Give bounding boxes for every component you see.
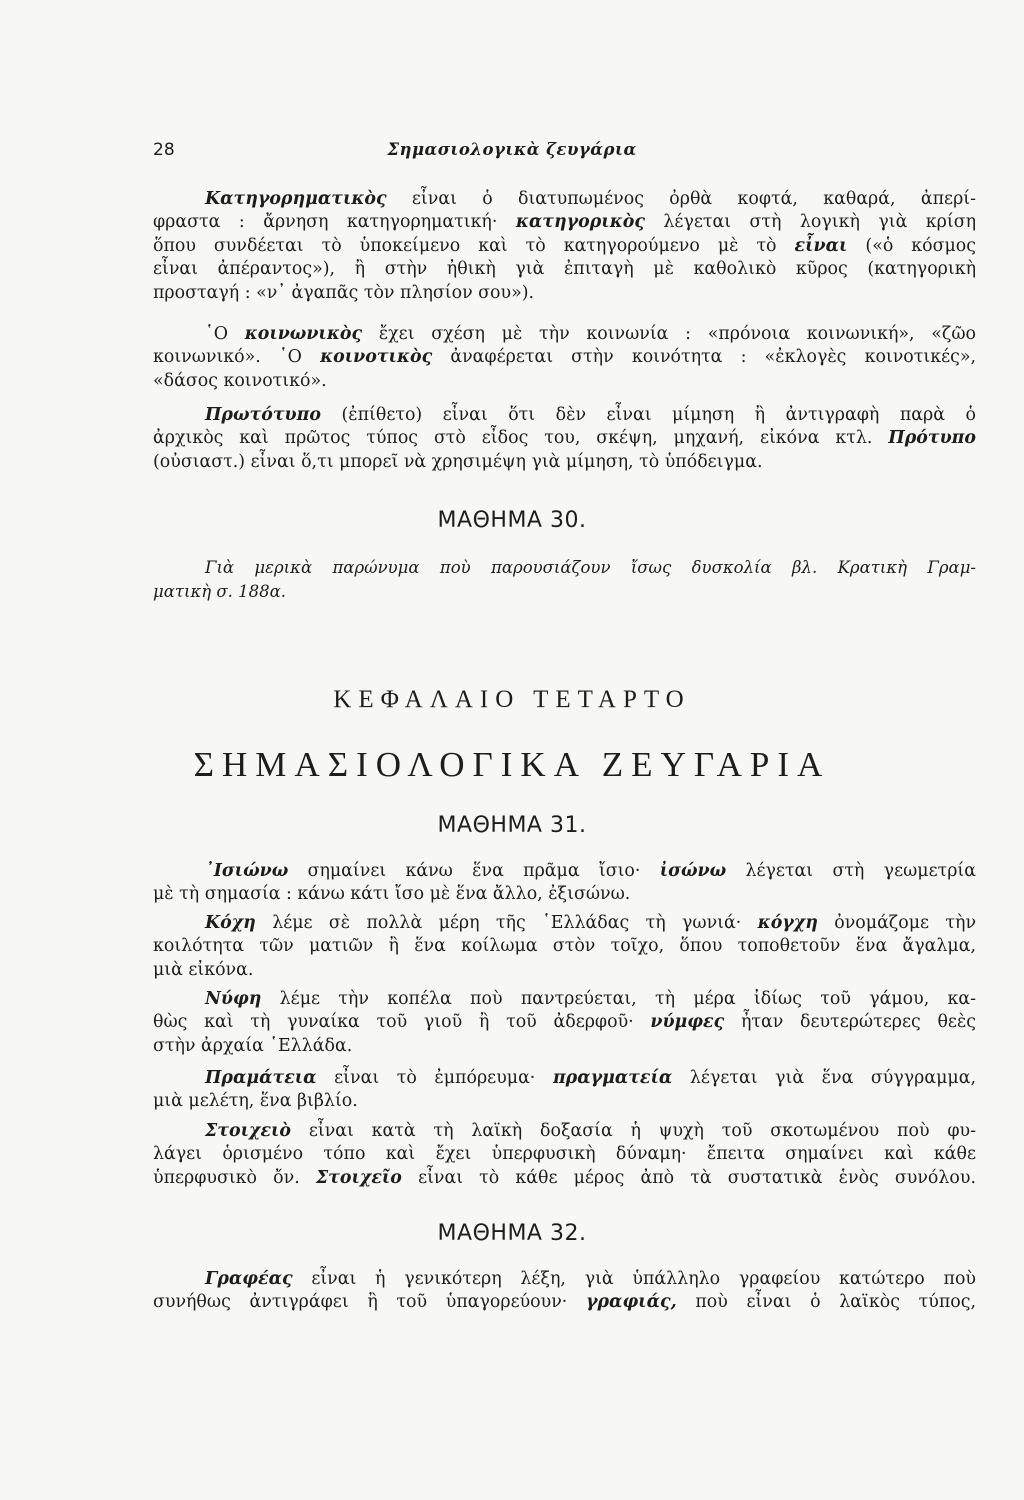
term: Στοιχεῖο	[315, 1167, 402, 1188]
note-paronyma: Γιὰ μερικὰ παρώνυμα ποὺ παρουσιάζουν ἴσως δυσκολία βλ. Κρατικὴ Γραμ- ματικὴ σ. 188α.	[153, 558, 976, 601]
page-number: 28	[153, 140, 175, 160]
term: Πρωτότυπο	[205, 405, 321, 425]
running-title: Σημασιολογικὰ ζευγάρια	[387, 140, 637, 159]
term: γραφιάς,	[586, 1292, 677, 1313]
term: κόγχη	[757, 913, 818, 933]
paragraph-koinonikos: ῾Ο κοινωνικὸς ἔχει σχέση μὲ τὴν κοινωνία : «πρόνοια κοινωνική», «ζῶο κοινωνικό». ῾Ο κοινοτικὸς ἀναφέρεται στὴν κοινότητα : «ἐκλογὲς κοινοτικές», «δάσος κοινοτικό».	[153, 324, 977, 391]
term: ᾿Ισιώνω	[205, 861, 289, 881]
running-head	[0, 140, 1024, 170]
term: Στοιχειὸ	[205, 1121, 292, 1141]
term: νύμφες	[650, 1012, 725, 1033]
paragraph-stoicheio: Στοιχειὸ εἶναι κατὰ τὴ λαϊκὴ δοξασία ἡ ψυχὴ τοῦ σκοτωμένου ποὺ φυ- λάγει ὁρισμένο τόπο καὶ ἔχει ὑπερφυσικὴ δύναμη· ἔπειτα σημαίνει καὶ κάθε ὑπερφυσικὸ ὄν. Στοιχεῖο εἶναι τὸ κάθε μέρος ἀπὸ τὰ συστατικὰ ἑνὸς συνόλου.	[153, 1121, 976, 1188]
term: κοινοτικὸς	[320, 347, 433, 368]
term: Πρότυπο	[888, 428, 976, 449]
term: Γραφέας	[205, 1269, 293, 1289]
lesson-heading-30: ΜΑΘΗΜΑ 30.	[437, 508, 587, 533]
term: κοινωνικὸς	[244, 324, 363, 344]
chapter-title: ΣΗΜΑΣΙΟΛΟΓΙΚΑ ΖΕΥΓΑΡΙΑ	[193, 745, 831, 784]
lesson-heading-32: ΜΑΘΗΜΑ 32.	[437, 1221, 587, 1246]
paragraph-isiono: ᾿Ισιώνω σημαίνει κάνω ἕνα πρᾶμα ἴσιο· ἰσώνω λέγεται στὴ γεωμετρία μὲ τὴ σημασία : κάνω κάτι ἴσο μὲ ἕνα ἄλλο, ἐξισώνω.	[153, 861, 976, 905]
paragraph-grafeas: Γραφέας εἶναι ἡ γενικότερη λέξη, γιὰ ὑπάλληλο γραφείου κατώτερο ποὺ συνήθως ἀντιγράφει ἢ τοῦ ὑπαγορεύουν· γραφιάς, ποὺ εἶναι ὁ λαϊκὸς τύπος,	[153, 1269, 976, 1313]
term: Νύφη	[205, 989, 262, 1009]
paragraph-pramateia: Πραμάτεια εἶναι τὸ ἐμπόρευμα· πραγματεία λέγεται γιὰ ἕνα σύγγραμμα, μιὰ μελέτη, ἕνα βιβλίο.	[153, 1068, 977, 1112]
term: Κατηγορηματικὸς	[205, 189, 387, 209]
term: κατηγορικὸς	[515, 212, 645, 233]
term: πραγματεία	[552, 1068, 673, 1088]
paragraph-prototypo: Πρωτότυπο (ἐπίθετο) εἶναι ὅτι δὲν εἶναι μίμηση ἢ ἀντιγραφὴ παρὰ ὁ ἀρχικὸς καὶ πρῶτος τύπος στὸ εἶδος του, σκέψη, μηχανή, εἰκόνα κτλ. Πρότυπο (οὐσιαστ.) εἶναι ὅ,τι μπορεῖ νὰ χρησιμέψη γιὰ μίμηση, τὸ ὑπόδειγμα.	[153, 405, 976, 472]
chapter-heading: ΚΕΦΑΛΑΙΟ ΤΕΤΑΡΤΟ	[333, 686, 691, 713]
paragraph-kochi: Κόχη λέμε σὲ πολλὰ μέρη τῆς ῾Ελλάδας τὴ γωνιά· κόγχη ὀνομάζομε τὴν κοιλότητα τῶν ματιῶν ἢ ἕνα κοίλωμα στὸν τοῖχο, ὅπου τοποθετοῦν ἕνα ἄγαλμα, μιὰ εἰκόνα.	[153, 913, 977, 980]
term: Πραμάτεια	[205, 1068, 317, 1088]
term: ἰσώνω	[659, 861, 727, 881]
term: εἶναι	[794, 235, 848, 256]
paragraph-nyfi: Νύφη λέμε τὴν κοπέλα ποὺ παντρεύεται, τὴ μέρα ἰδίως τοῦ γάμου, κα- θὼς καὶ τὴ γυναίκα τοῦ γιοῦ ἢ τοῦ ἀδερφοῦ· νύμφες ἦταν δευτερώτερες θεὲς στὴν ἀρχαία ῾Ελλάδα.	[153, 989, 977, 1056]
lesson-heading-31: ΜΑΘΗΜΑ 31.	[437, 813, 587, 838]
term: Κόχη	[205, 913, 256, 933]
paragraph-kategorimatikos: Κατηγορηματικὸς εἶναι ὁ διατυπωμένος ὀρθὰ κοφτά, καθαρά, ἀπερί- φραστα : ἄρνηση κατηγορηματική· κατηγορικὸς λέγεται στὴ λογικὴ γιὰ κρίση ὅπου συνδέεται τὸ ὑποκείμενο καὶ τὸ κατηγορούμενο μὲ τὸ εἶναι («ὁ κόσμος εἶναι ἀπέραντος»), ἢ στὴν ἠθικὴ γιὰ ἐπιταγὴ μὲ καθολικὸ κῦρος (κατηγορικὴ προσταγή : «ν᾿ ἀγαπᾶς τὸν πλησίον σου»).	[153, 189, 977, 303]
